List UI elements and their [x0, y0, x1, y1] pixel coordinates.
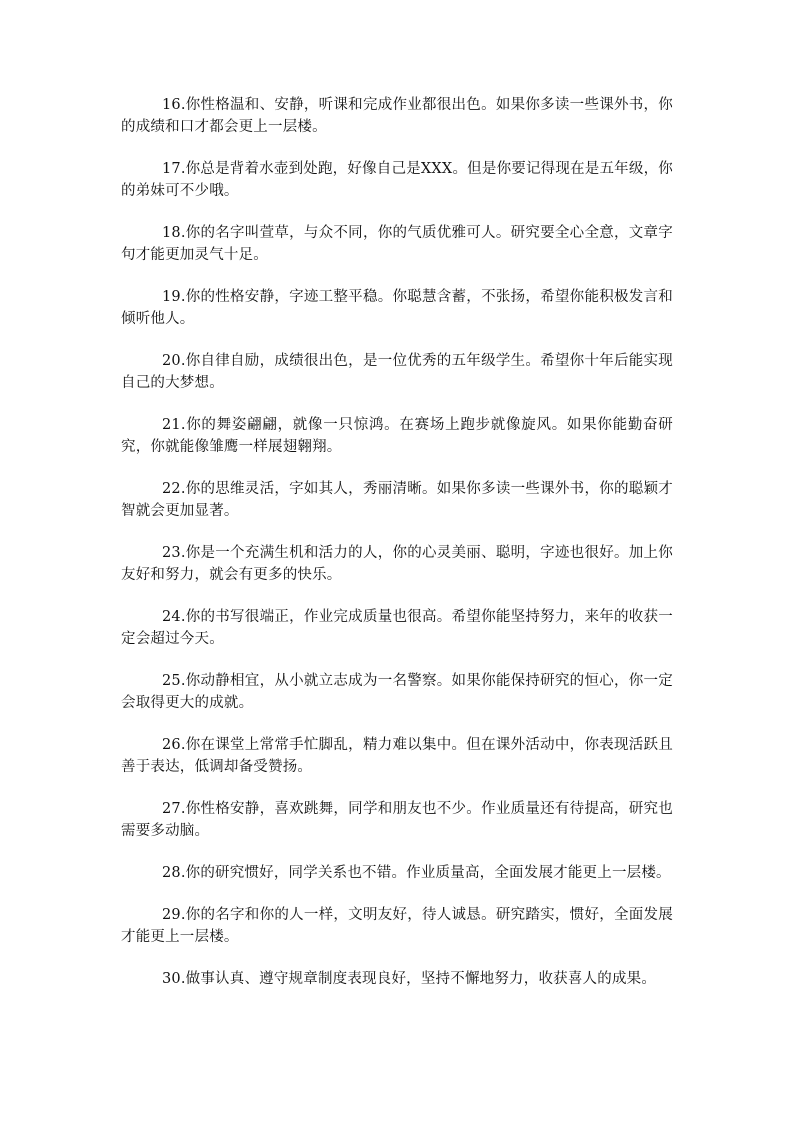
comment-paragraph-27: 27.你性格安静，喜欢跳舞，同学和朋友也不少。作业质量还有待提高，研究也需要多动脑。 [121, 801, 673, 839]
comment-paragraph-20: 20.你自律自励，成绩很出色，是一位优秀的五年级学生。希望你十年后能实现自己的大梦想。 [121, 353, 673, 391]
comment-list [121, 94, 673, 1010]
comment-paragraph-28: 28.你的研究惯好，同学关系也不错。作业质量高，全面发展才能更上一层楼。 [162, 865, 671, 881]
comment-paragraph-19: 19.你的性格安静，字迹工整平稳。你聪慧含蓄，不张扬，希望你能积极发言和倾听他人。 [121, 289, 673, 327]
comment-paragraph-18: 18.你的名字叫萱草，与众不同，你的气质优雅可人。研究要全心全意，文章字句才能更加灵气十足。 [121, 225, 673, 263]
comment-paragraph-16: 16.你性格温和、安静，听课和完成作业都很出色。如果你多读一些课外书，你的成绩和口才都会更上一层楼。 [121, 97, 673, 135]
comment-paragraph-23: 23.你是一个充满生机和活力的人，你的心灵美丽、聪明，字迹也很好。加上你友好和努力，就会有更多的快乐。 [121, 545, 673, 583]
comment-paragraph-29: 29.你的名字和你的人一样，文明友好，待人诚恳。研究踏实，惯好，全面发展才能更上一层楼。 [121, 907, 673, 945]
comment-paragraph-26: 26.你在课堂上常常手忙脚乱，精力难以集中。但在课外活动中，你表现活跃且善于表达，低调却备受赞扬。 [121, 737, 673, 775]
comment-paragraph-17: 17.你总是背着水壶到处跑，好像自己是XXX。但是你要记得现在是五年级，你的弟妹可不少哦。 [121, 161, 673, 199]
comment-paragraph-22: 22.你的思维灵活，字如其人，秀丽清晰。如果你多读一些课外书，你的聪颖才智就会更加显著。 [121, 481, 673, 519]
comment-paragraph-21: 21.你的舞姿翩翩，就像一只惊鸿。在赛场上跑步就像旋风。如果你能勤奋研究，你就能像雏鹰一样展翅翱翔。 [121, 417, 673, 455]
comment-paragraph-30: 30.做事认真、遵守规章制度表现良好，坚持不懈地努力，收获喜人的成果。 [162, 971, 657, 987]
comment-paragraph-24: 24.你的书写很端正，作业完成质量也很高。希望你能坚持努力，来年的收获一定会超过今天。 [121, 609, 673, 647]
comment-paragraph-25: 25.你动静相宜，从小就立志成为一名警察。如果你能保持研究的恒心，你一定会取得更大的成就。 [121, 673, 673, 711]
